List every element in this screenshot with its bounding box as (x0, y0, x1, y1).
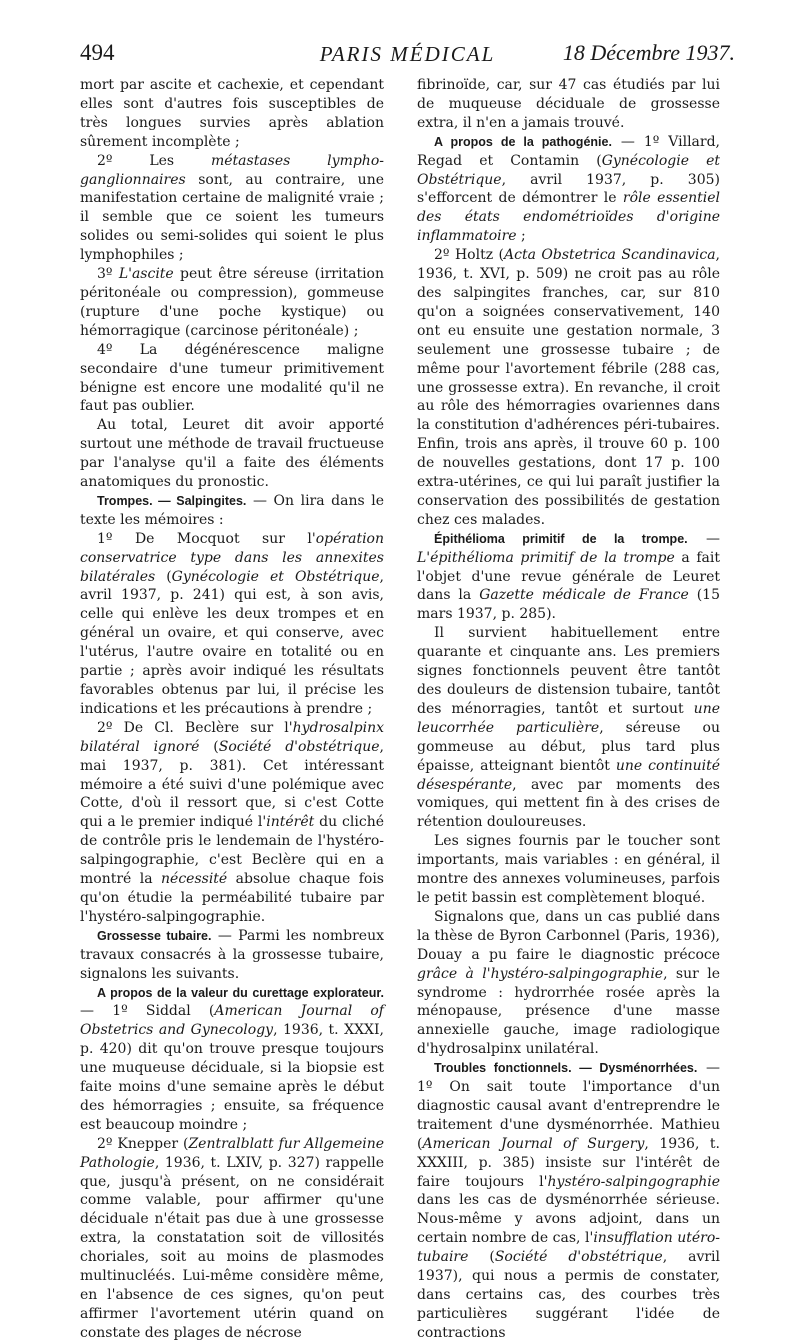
journal-title: PARIS MÉDICAL (319, 42, 496, 66)
paragraph: Il survient habituellement entre quarante et cinquante ans. Les premiers signes fonctionnels peuvent être tantôt des douleurs de distension tubaire, tantôt des ménorragies, tantôt et surtout une leucorrhée particulière, séreuse ou gommeuse au début, plus tard plus épaisse, atteignant bientôt une continuité désespérante, avec par moments des vomiques, qui mettent fin à des crises de rétention douloureuses. (417, 625, 720, 831)
section-paragraph: A propos de la valeur du curettage explorateur. — 1º Siddal (American Journal of Obstetrics and Gynecology, 1936, t. XXXI, p. 420) dit qu'on trouve presque toujours une muqueuse déciduale, si la biopsie est faite moins d'une semaine après le début des hémorragies ; ensuite, sa fréquence est beaucoup moindre ; (80, 985, 384, 1133)
right-column (417, 76, 720, 1343)
issue-date: 18 Décembre 1937. (562, 40, 735, 65)
section-heading: Grossesse tubaire. (97, 928, 212, 943)
paragraph: 1º De Mocquot sur l'opération conservatrice type dans les annexites bilatérales (Gynécologie et Obstétrique, avril 1937, p. 241) qui est, à son avis, celle qui enlève les deux trompes et en général un ovaire, et qui conserve, avec l'utérus, l'autre ovaire en totalité ou en partie ; après avoir indiqué les résultats favorables obtenus par lui, il précise les indications et les précautions à prendre ; (80, 530, 384, 717)
section-paragraph: Épithélioma primitif de la trompe. — L'épithélioma primitif de la trompe a fait l'objet d'une revue générale de Leuret dans la Gazette médicale de France (15 mars 1937, p. 285). (417, 530, 720, 623)
paragraph: Signalons que, dans un cas publié dans la thèse de Byron Carbonnel (Paris, 1936), Douay a pu faire le diagnostic précoce grâce à l'hystéro-salpingographie, sur le syndrome : hydrorrhée rosée après la ménopause, présence d'une masse annexielle gauche, image radiologique d'hydrosalpinx unilatéral. (417, 908, 720, 1058)
section-heading: Trompes. — Salpingites. (97, 493, 247, 508)
paragraph: 2º Knepper (Zentralblatt fur Allgemeine Pathologie, 1936, t. LXIV, p. 327) rappelle que, jusqu'à présent, on ne considérait comme valable, pour affirmer qu'une déciduale n'était pas due à une grossesse extra, la constatation soit de villosités choriales, soit au moins de plasmodes multinucléés. Lui-même considère même, en l'absence de ces signes, qu'on peut affirmer l'avortement utérin quand on constate des plages de nécrose (80, 1135, 385, 1341)
paragraph: mort par ascite et cachexie, et cependant elles sont d'autres fois susceptibles de très longues survies après ablation sûrement incomplète ; (80, 77, 384, 150)
paragraph: Les signes fournis par le toucher sont importants, mais variables : en général, il montre des annexes volumineuses, parfois le petit bassin est complètement bloqué. (417, 833, 720, 906)
section-paragraph: Troubles fonctionnels. — Dysménorrhées. — 1º On sait toute l'importance d'un diagnostic causal avant d'entreprendre le traitement d'une dysménorrhée. Mathieu (American Journal of Surgery, 1936, t. XXXIII, p. 385) insiste sur l'intérêt de faire toujours l'hystéro-salpingographie dans les cas de dysménorrhée sérieuse. Nous-même y avons adjoint, dans un certain nombre de cas, l'insufflation utéro-tubaire (Société d'obstétrique, avril 1937), qui nous a permis de constater, dans certains cas, des courbes très particulières suggérant l'idée de contractions (417, 1060, 720, 1341)
subsection-heading: A propos de la valeur du curettage explorateur. (97, 985, 384, 1000)
paragraph: 2º Holtz (Acta Obstetrica Scandinavica, 1936, t. XVI, p. 509) ne croit pas au rôle des salpingites franches, car, sur 810 qu'on a soignées conservativement, 140 ont eu ensuite une gestation normale, 3 seulement une grossesse tubaire ; de même pour l'avortement fébrile (288 cas, une grossesse extra). En revanche, il croit au rôle des hémorragies ovariennes dans la constitution d'adhérences péri-tubaires. Enfin, trois ans après, il trouve 60 p. 100 de nouvelles gestations, dont 17 p. 100 extra-utérines, ce qui lui paraît justifier la conservation des possibilités de gestation chez ces malades. (417, 247, 720, 528)
section-paragraph: Grossesse tubaire. — Parmi les nombreux travaux consacrés à la grossesse tubaire, signalons les suivants. (80, 927, 384, 982)
paragraph: 2º Les métastases lympho-ganglionnaires sont, au contraire, une manifestation certaine de malignité vraie ; il semble que ce soient les tumeurs solides ou semi-solides qui soient le plus lymphophiles ; (80, 152, 384, 264)
paragraph: Au total, Leuret dit avoir apporté surtout une méthode de travail fructueuse par l'analyse qu'il a faite des éléments anatomiques du pronostic. (80, 417, 384, 491)
section-paragraph: A propos de la pathogénie. — 1º Villard, Regad et Contamin (Gynécologie et Obstétrique, avril 1937, p. 305) s'efforcent de démontrer le rôle essentiel des états endométrioïdes d'origine inflammatoire ; (417, 133, 720, 245)
paragraph: 3º L'ascite peut être séreuse (irritation péritonéale ou compression), gommeuse (rupture d'une poche kystique) ou hémorragique (carcinose péritonéale) ; (80, 266, 384, 339)
page-number: 494 (80, 40, 115, 65)
paragraph: fibrinoïde, car, sur 47 cas étudiés par lui de muqueuse déciduale de grossesse extra, il n'en a jamais trouvé. (417, 77, 720, 131)
paragraph: 2º De Cl. Beclère sur l'hydrosalpinx bilatéral ignoré (Société d'obstétrique, mai 1937, p. 381). Cet intéressant mémoire a été suivi d'une polémique avec Cotte, d'où il ressort que, si c'est Cotte qui a le premier indiqué l'intérêt du cliché de contrôle pris le lendemain de l'hystéro-salpingographie, c'est Beclère qui en a montré la nécessité absolue chaque fois qu'on étudie la perméabilité tubaire par l'hystéro-salpingographie. (80, 719, 384, 925)
section-heading: Épithélioma primitif de la trompe. (434, 531, 688, 546)
running-header (80, 40, 735, 74)
section-paragraph: Trompes. — Salpingites. — On lira dans le texte les mémoires : (80, 492, 384, 528)
paragraph: 4º La dégénérescence maligne secondaire d'une tumeur primitivement bénigne est encore une modalité qu'il ne faut pas oublier. (80, 341, 384, 415)
section-heading: Troubles fonctionnels. — Dysménorrhées. (434, 1061, 698, 1076)
subsection-heading: A propos de la pathogénie. (434, 134, 612, 149)
left-column (80, 76, 384, 1343)
